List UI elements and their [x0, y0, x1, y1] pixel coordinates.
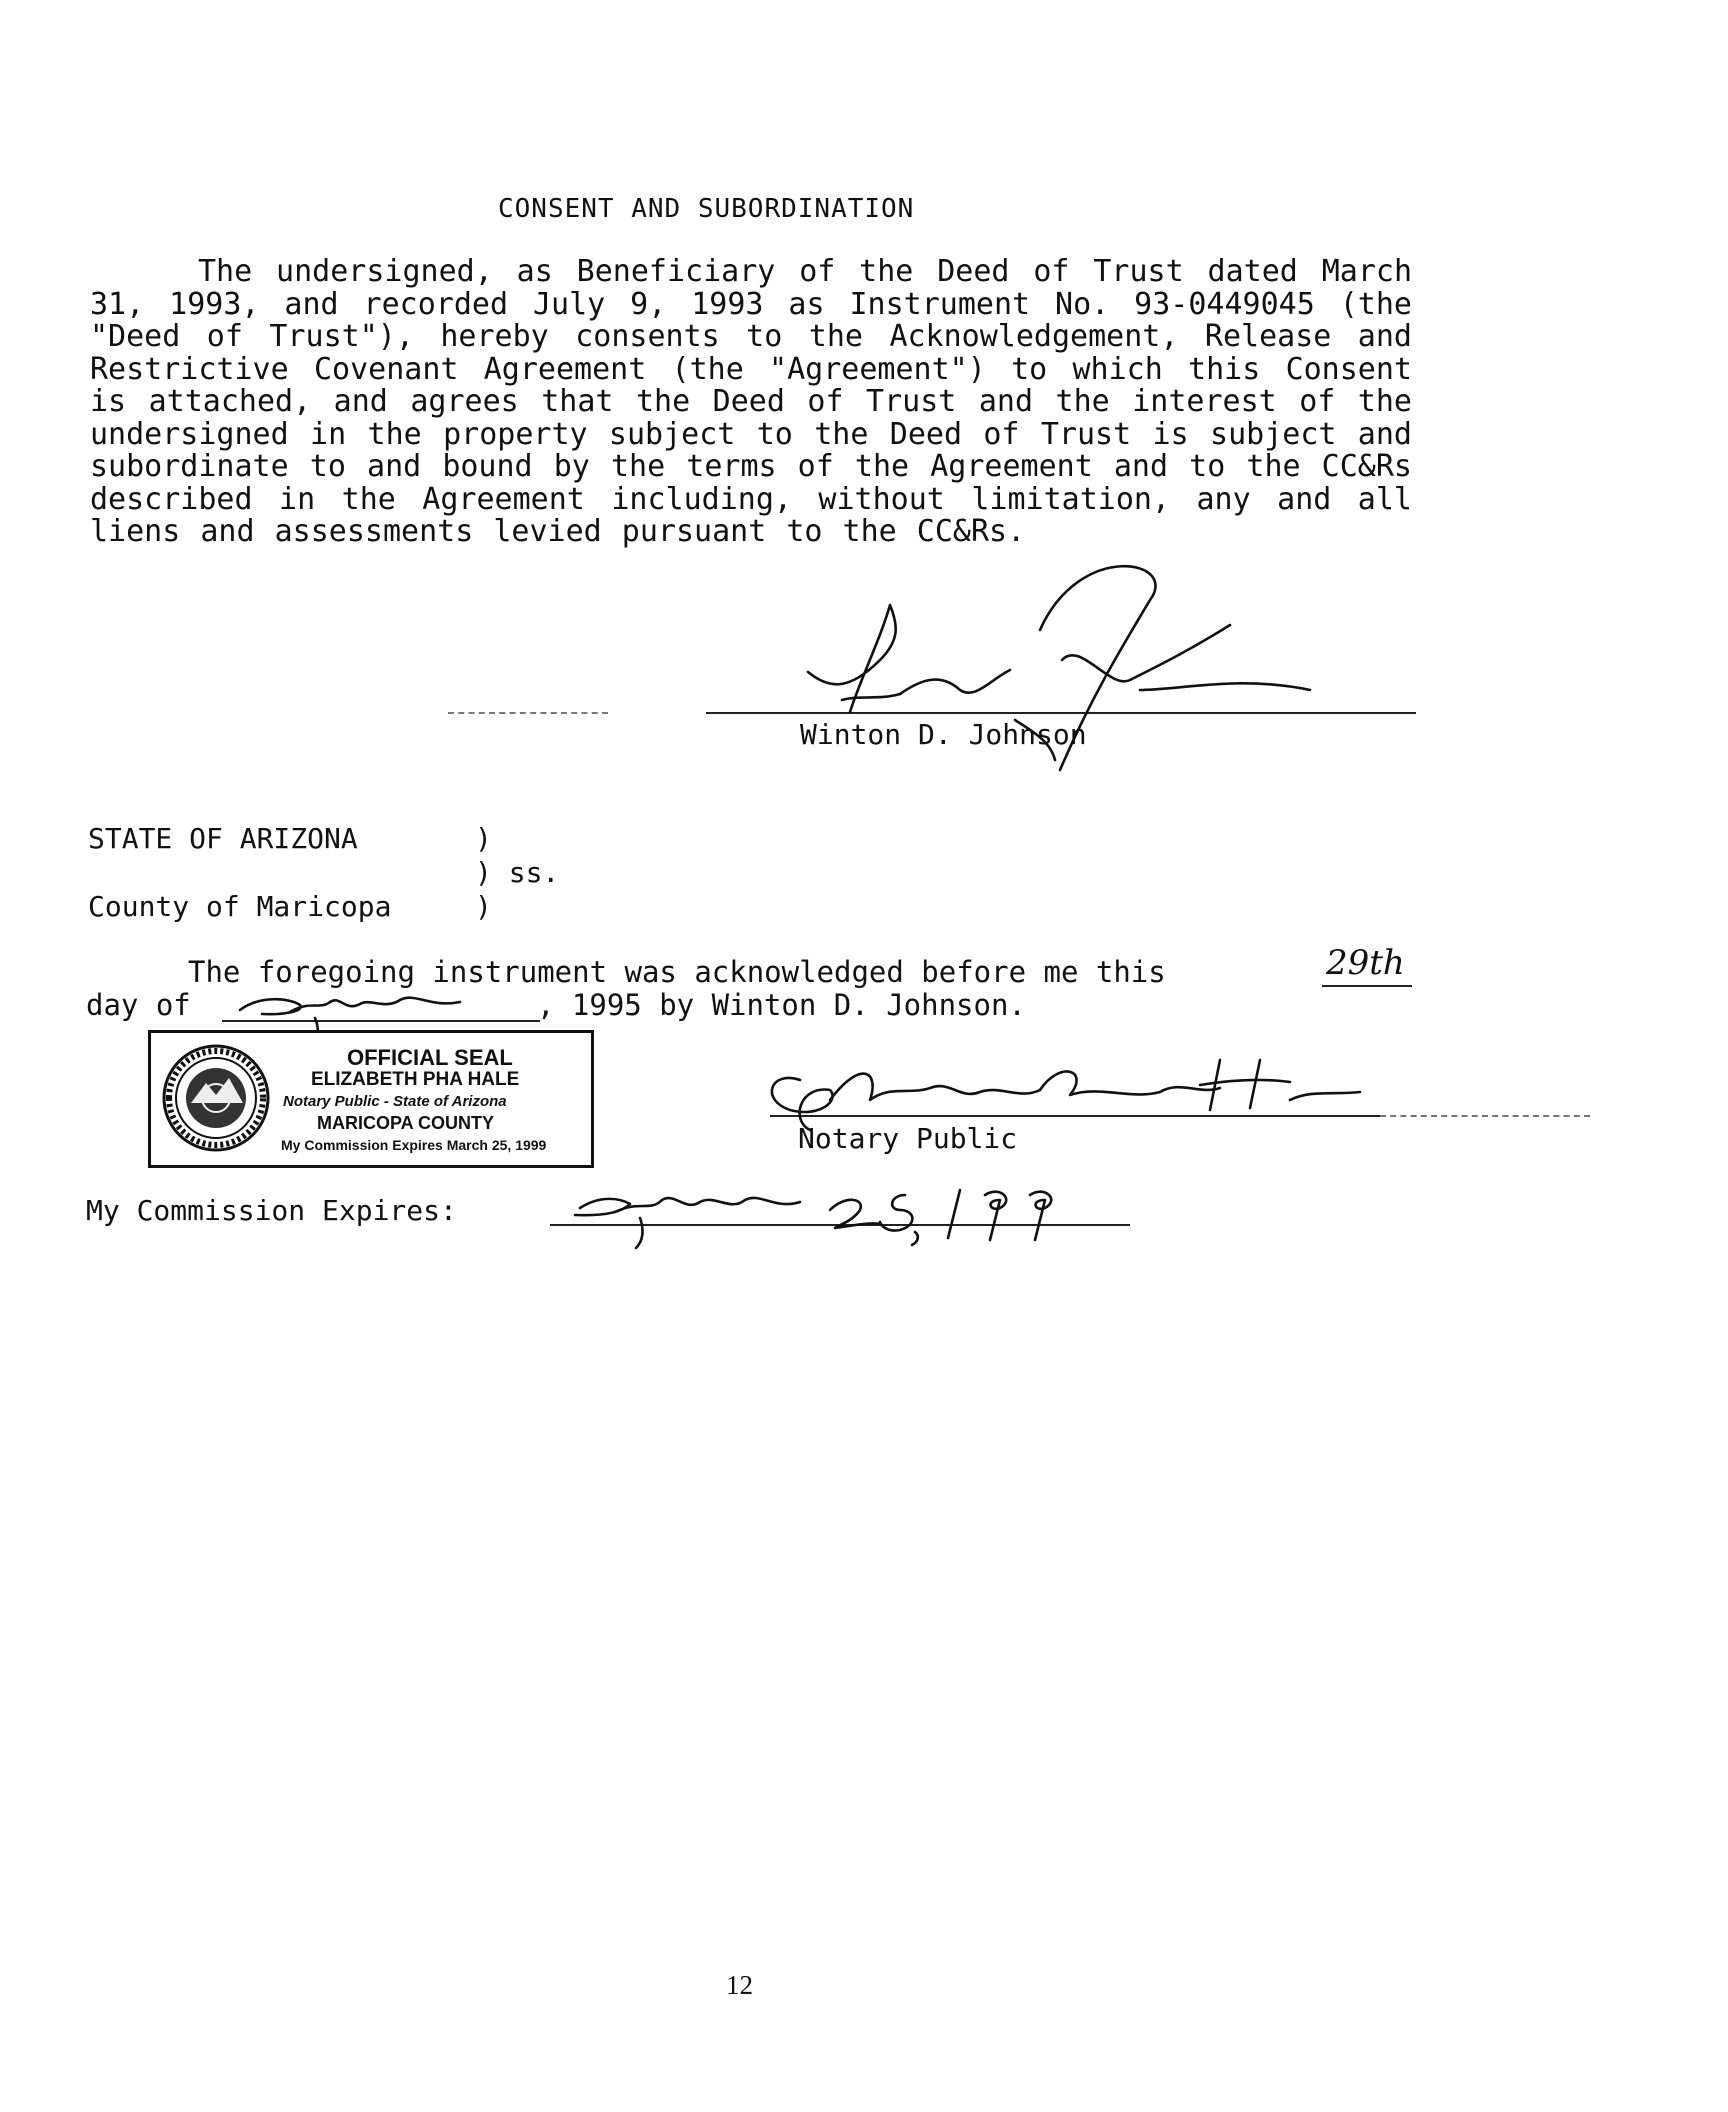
seal-notary-name: ELIZABETH PHA HALE	[311, 1069, 520, 1090]
signer-name: Winton D. Johnson	[800, 718, 1087, 751]
acknowledgment-day-handwritten: 29th	[1326, 943, 1405, 983]
seal-notary-title: Notary Public - State of Arizona	[283, 1093, 507, 1110]
page-number: 12	[726, 1970, 753, 2000]
seal-expiration: My Commission Expires March 25, 1999	[281, 1137, 547, 1153]
acknowledgment-line-1: The foregoing instrument was acknowledged before me this	[188, 955, 1166, 989]
document-title: CONSENT AND SUBORDINATION	[498, 194, 915, 224]
venue-county: County of Maricopa	[88, 890, 392, 923]
consent-paragraph: The undersigned, as Beneficiary of the Deed of Trust dated March 31, 1993, and recorded July 9, 1993 as Instrument No. 93-0449045 (the "Deed of Trust"), hereby consents to the Acknowledgement, Release and Restrictive Covenant Agreement (the "Agreement") to which this Consent is attached, and agrees that the Deed of Trust and the interest of the undersigned in the property subject to the Deed of Trust is subject and subordinate to and bound by the terms of the Agreement and to the CC&Rs described in the Agreement including, without limitation, any and all liens and assessments levied pursuant to the CC&Rs.	[90, 254, 1412, 549]
acknowledgment-line-2-end: , 1995 by Winton D. Johnson.	[537, 988, 1026, 1022]
seal-heading: OFFICIAL SEAL	[347, 1045, 513, 1070]
venue-paren-bottom: )	[475, 890, 492, 923]
notary-public-label: Notary Public	[798, 1122, 1018, 1155]
venue-paren-top: )	[475, 822, 492, 855]
acknowledgment-line-2-start: day of	[86, 988, 191, 1022]
venue-state: STATE OF ARIZONA	[88, 822, 358, 855]
commission-expires-label: My Commission Expires:	[86, 1194, 457, 1227]
seal-county: MARICOPA COUNTY	[317, 1113, 494, 1133]
venue-ss: ) ss.	[475, 856, 560, 889]
